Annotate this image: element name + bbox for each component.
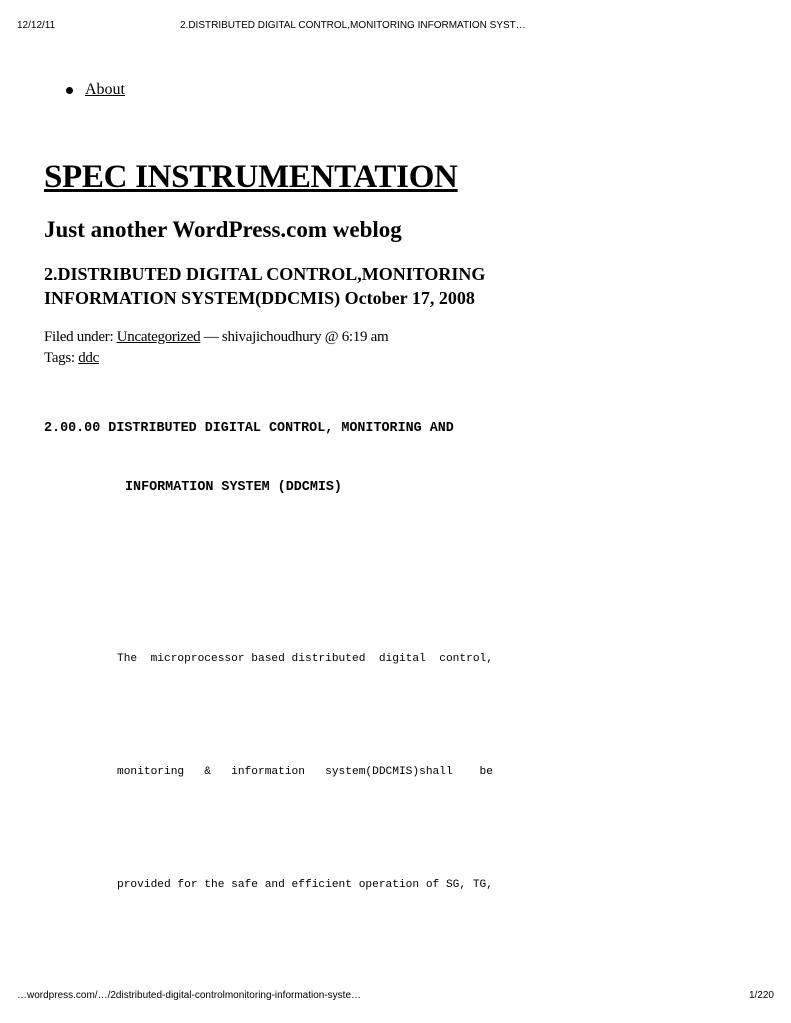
section-heading-line-2: INFORMATION SYSTEM (DDCMIS) (125, 480, 342, 495)
site-tagline: Just another WordPress.com weblog (44, 217, 402, 242)
section-heading-line-1: 2.00.00 DISTRIBUTED DIGITAL CONTROL, MONITORING AND (44, 421, 454, 436)
print-header-title: 2.DISTRIBUTED DIGITAL CONTROL,MONITORING INFORMATION SYST… (180, 20, 526, 31)
body-line-2: monitoring & information system(DDCMIS)shall be (117, 766, 493, 778)
about-link[interactable]: About (85, 81, 125, 98)
page-nav (66, 80, 125, 100)
author-timestamp: — shivajichoudhury @ 6:19 am (200, 329, 389, 345)
filed-under-label: Filed under: (44, 329, 117, 345)
tags-label: Tags: (44, 350, 79, 366)
print-footer-url: …wordpress.com/…/2distributed-digital-controlmonitoring-information-syste… (17, 990, 362, 1001)
filed-under-line (44, 327, 388, 348)
post-title: 2.DISTRIBUTED DIGITAL CONTROL,MONITORING INFORMATION SYSTEM(DDCMIS) October 17, 2008 (44, 264, 486, 308)
post-meta (44, 327, 388, 369)
body-line-1: The microprocessor based distributed digital control, (117, 653, 493, 665)
bullet-icon (66, 87, 73, 94)
tags-line (44, 348, 388, 369)
nav-item-about (66, 80, 125, 100)
site-title[interactable]: SPEC INSTRUMENTATION (44, 159, 458, 195)
print-footer-page: 1/220 (748, 990, 774, 1001)
body-line-3: provided for the safe and efficient operation of SG, TG, (117, 879, 493, 891)
category-link[interactable]: Uncategorized (116, 329, 201, 345)
print-header-date: 12/12/11 (17, 20, 56, 31)
tag-link[interactable]: ddc (78, 350, 99, 366)
